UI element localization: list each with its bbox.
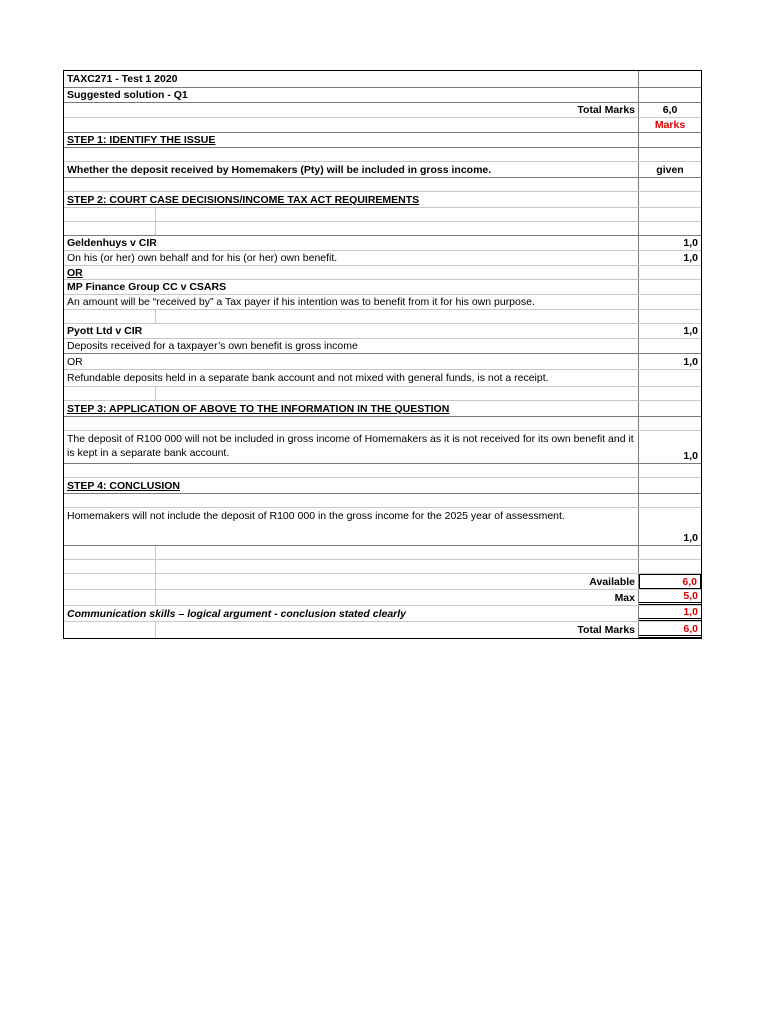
step4-heading: STEP 4: CONCLUSION <box>64 478 639 493</box>
or-row <box>64 266 701 280</box>
spacer-row <box>64 208 701 222</box>
case2-title-row <box>64 280 701 295</box>
case2-text: An amount will be “received by” a Tax payer if his intention was to benefit from it for his own purpose. <box>64 295 639 309</box>
step2-heading: STEP 2: COURT CASE DECISIONS/INCOME TAX ACT REQUIREMENTS <box>64 192 639 207</box>
communication-row <box>64 606 701 622</box>
solution-spreadsheet <box>63 70 702 639</box>
sheet-title: TAXC271 - Test 1 2020 <box>64 71 639 87</box>
marks-label-row <box>64 118 701 133</box>
max-label: Max <box>64 590 639 605</box>
step3-text-row <box>64 431 701 464</box>
spacer-row <box>64 560 701 574</box>
marks-column-label: Marks <box>654 119 686 131</box>
step4-text-row <box>64 508 701 546</box>
case1-text: On his (or her) own behalf and for his (or her) own benefit. <box>64 251 639 265</box>
total-marks-label: Total Marks <box>64 103 639 117</box>
case3-title-row <box>64 324 701 339</box>
total-row <box>64 622 701 638</box>
spacer-row <box>64 464 701 478</box>
case3-title: Pyott Ltd v CIR <box>64 324 639 338</box>
case2-title: MP Finance Group CC v CSARS <box>64 280 639 294</box>
case1-text-row <box>64 251 701 266</box>
spacer-row <box>64 387 701 401</box>
total-marks-header-row <box>64 103 701 118</box>
spacer-row <box>64 178 701 192</box>
spacer-row <box>64 494 701 508</box>
spacer-row <box>64 546 701 560</box>
communication-label: Communication skills – logical argument - conclusion stated clearly <box>64 606 639 621</box>
case1-title: Geldenhuys v CIR <box>64 236 639 250</box>
spacer-row <box>64 222 701 236</box>
title-row <box>64 71 701 88</box>
case3-or-row <box>64 354 701 370</box>
or-label: OR <box>64 266 639 279</box>
case3-mark: 1,0 <box>683 325 698 337</box>
case1-title-row <box>64 236 701 251</box>
communication-value: 1,0 <box>639 606 701 621</box>
max-row <box>64 590 701 606</box>
case2-text-row <box>64 295 701 310</box>
available-label: Available <box>64 574 639 589</box>
issue-mark: given <box>656 163 684 176</box>
step4-mark: 1,0 <box>683 532 698 544</box>
case3-text2: Refundable deposits held in a separate bank account and not mixed with general funds, is not a receipt. <box>64 370 639 386</box>
step3-mark: 1,0 <box>683 450 698 462</box>
step4-heading-row <box>64 478 701 494</box>
step3-heading: STEP 3: APPLICATION OF ABOVE TO THE INFORMATION IN THE QUESTION <box>64 401 639 416</box>
max-value: 5,0 <box>639 590 701 605</box>
case1-mark: 1,0 <box>683 237 698 249</box>
sheet-subtitle: Suggested solution - Q1 <box>64 88 639 102</box>
step1-heading-row <box>64 133 701 148</box>
subtitle-row <box>64 88 701 103</box>
total-label: Total Marks <box>64 622 639 638</box>
available-row <box>64 574 701 590</box>
step3-text: The deposit of R100 000 will not be included in gross income of Homemakers as it is not received for its own benefit and it is kept in a separate bank account. <box>64 431 639 463</box>
issue-text: Whether the deposit received by Homemakers (Pty) will be included in gross income. <box>64 162 639 177</box>
step1-heading: STEP 1: IDENTIFY THE ISSUE <box>64 133 639 147</box>
total-value: 6,0 <box>639 622 701 638</box>
case3-or-mark: 1,0 <box>683 355 698 368</box>
step2-heading-row <box>64 192 701 208</box>
spacer-row <box>64 148 701 162</box>
issue-row <box>64 162 701 178</box>
step3-heading-row <box>64 401 701 417</box>
step4-text: Homemakers will not include the deposit of R100 000 in the gross income for the 2025 year of assessment. <box>64 508 639 545</box>
spacer-row <box>64 310 701 324</box>
case3-text2-row <box>64 370 701 387</box>
case3-text1: Deposits received for a taxpayer’s own benefit is gross income <box>64 339 639 353</box>
total-marks-value: 6,0 <box>662 104 678 116</box>
available-value: 6,0 <box>639 574 701 589</box>
case3-or: OR <box>64 354 639 369</box>
case3-text1-row <box>64 339 701 354</box>
case1-text-mark: 1,0 <box>683 252 698 264</box>
spacer-row <box>64 417 701 431</box>
